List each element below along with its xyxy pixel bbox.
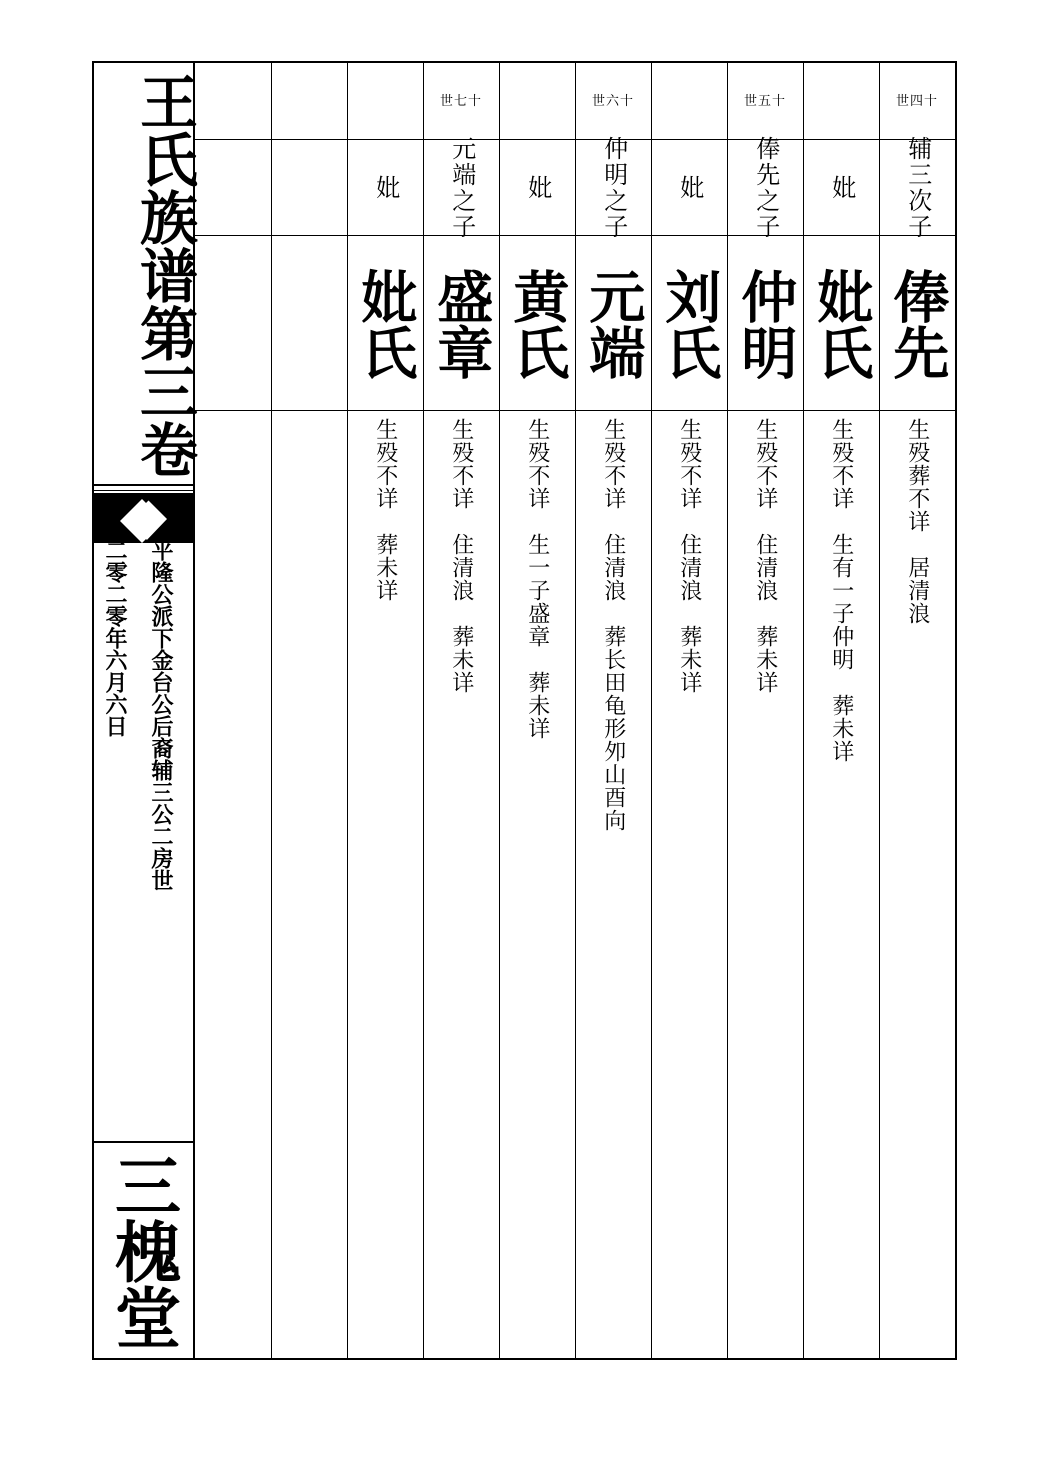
relation-cell <box>195 142 271 234</box>
person-name: 刘氏 <box>656 268 723 380</box>
relation-text: 妣 <box>523 175 552 201</box>
name-cell <box>879 238 955 410</box>
relation-text: 妣 <box>371 175 400 201</box>
bio-text: 生殁不详 生有一子仲明 葬未详 <box>828 418 854 763</box>
bio-text: 生殁不详 住清浪 葬未详 <box>676 418 702 694</box>
bio-cell <box>423 418 499 694</box>
ribbon-ornament <box>92 493 193 543</box>
name-cell <box>803 238 879 410</box>
person-name: 俸先 <box>884 268 951 380</box>
person-name: 元端 <box>580 268 647 380</box>
title-divider-thin <box>92 490 193 491</box>
person-name: 妣氏 <box>808 268 875 380</box>
person-name: 妣氏 <box>352 268 419 380</box>
relation-cell <box>347 142 423 234</box>
generation-label: 世五十 <box>743 94 786 109</box>
hall-name: 三槐堂 <box>103 1151 182 1350</box>
row-divider-name <box>195 410 957 411</box>
bio-text: 生殁不详 葬未详 <box>372 418 398 602</box>
bio-text: 生殁不详 住清浪 葬长田龟形夘山酉向 <box>600 418 626 832</box>
relation-cell <box>727 136 803 240</box>
row-divider-generation <box>195 139 957 140</box>
relation-cell <box>423 136 499 240</box>
name-cell <box>499 238 575 410</box>
name-cell <box>423 238 499 410</box>
generation-label: 世六十 <box>591 94 634 109</box>
bio-text: 生殁不详 住清浪 葬未详 <box>752 418 778 694</box>
bio-cell <box>575 418 651 832</box>
relation-cell <box>499 142 575 234</box>
bio-cell <box>803 418 879 763</box>
name-cell <box>347 238 423 410</box>
generation-label: 世四十 <box>895 94 938 109</box>
relation-cell <box>803 142 879 234</box>
relation-text: 妣 <box>675 175 704 201</box>
relation-text: 辅三次子 <box>903 136 932 240</box>
relation-cell <box>271 142 347 234</box>
name-cell <box>575 238 651 410</box>
bio-cell <box>651 418 727 694</box>
relation-text: 妣 <box>827 175 856 201</box>
generation-label: 世七十 <box>439 94 482 109</box>
relation-cell <box>879 136 955 240</box>
person-name: 盛章 <box>428 268 495 380</box>
bio-text: 生殁不详 住清浪 葬未详 <box>448 418 474 694</box>
lineage-text: 平隆公派下金台公后裔辅三公二房世 <box>148 539 174 891</box>
name-cell <box>271 238 347 410</box>
bio-text: 生殁不详 生一子盛章 葬未详 <box>524 418 550 740</box>
relation-cell <box>575 136 651 240</box>
name-cell <box>651 238 727 410</box>
bio-cell <box>727 418 803 694</box>
date-text: 二零二零年六月六日 <box>102 539 128 737</box>
volume-title: 王氏族谱第三卷 <box>130 72 198 478</box>
row-divider-relation <box>195 235 957 236</box>
title-divider <box>92 484 193 486</box>
bio-cell <box>499 418 575 740</box>
relation-text: 元端之子 <box>447 136 476 240</box>
title-column <box>92 61 198 1360</box>
bio-cell <box>879 418 955 625</box>
person-name: 仲明 <box>732 268 799 380</box>
bio-text: 生殁葬不详 居清浪 <box>904 418 930 625</box>
bio-cell <box>347 418 423 602</box>
name-cell <box>195 238 271 410</box>
relation-text: 俸先之子 <box>751 136 780 240</box>
relation-text: 仲明之子 <box>599 136 628 240</box>
person-name: 黄氏 <box>504 268 571 380</box>
name-cell <box>727 238 803 410</box>
relation-cell <box>651 142 727 234</box>
